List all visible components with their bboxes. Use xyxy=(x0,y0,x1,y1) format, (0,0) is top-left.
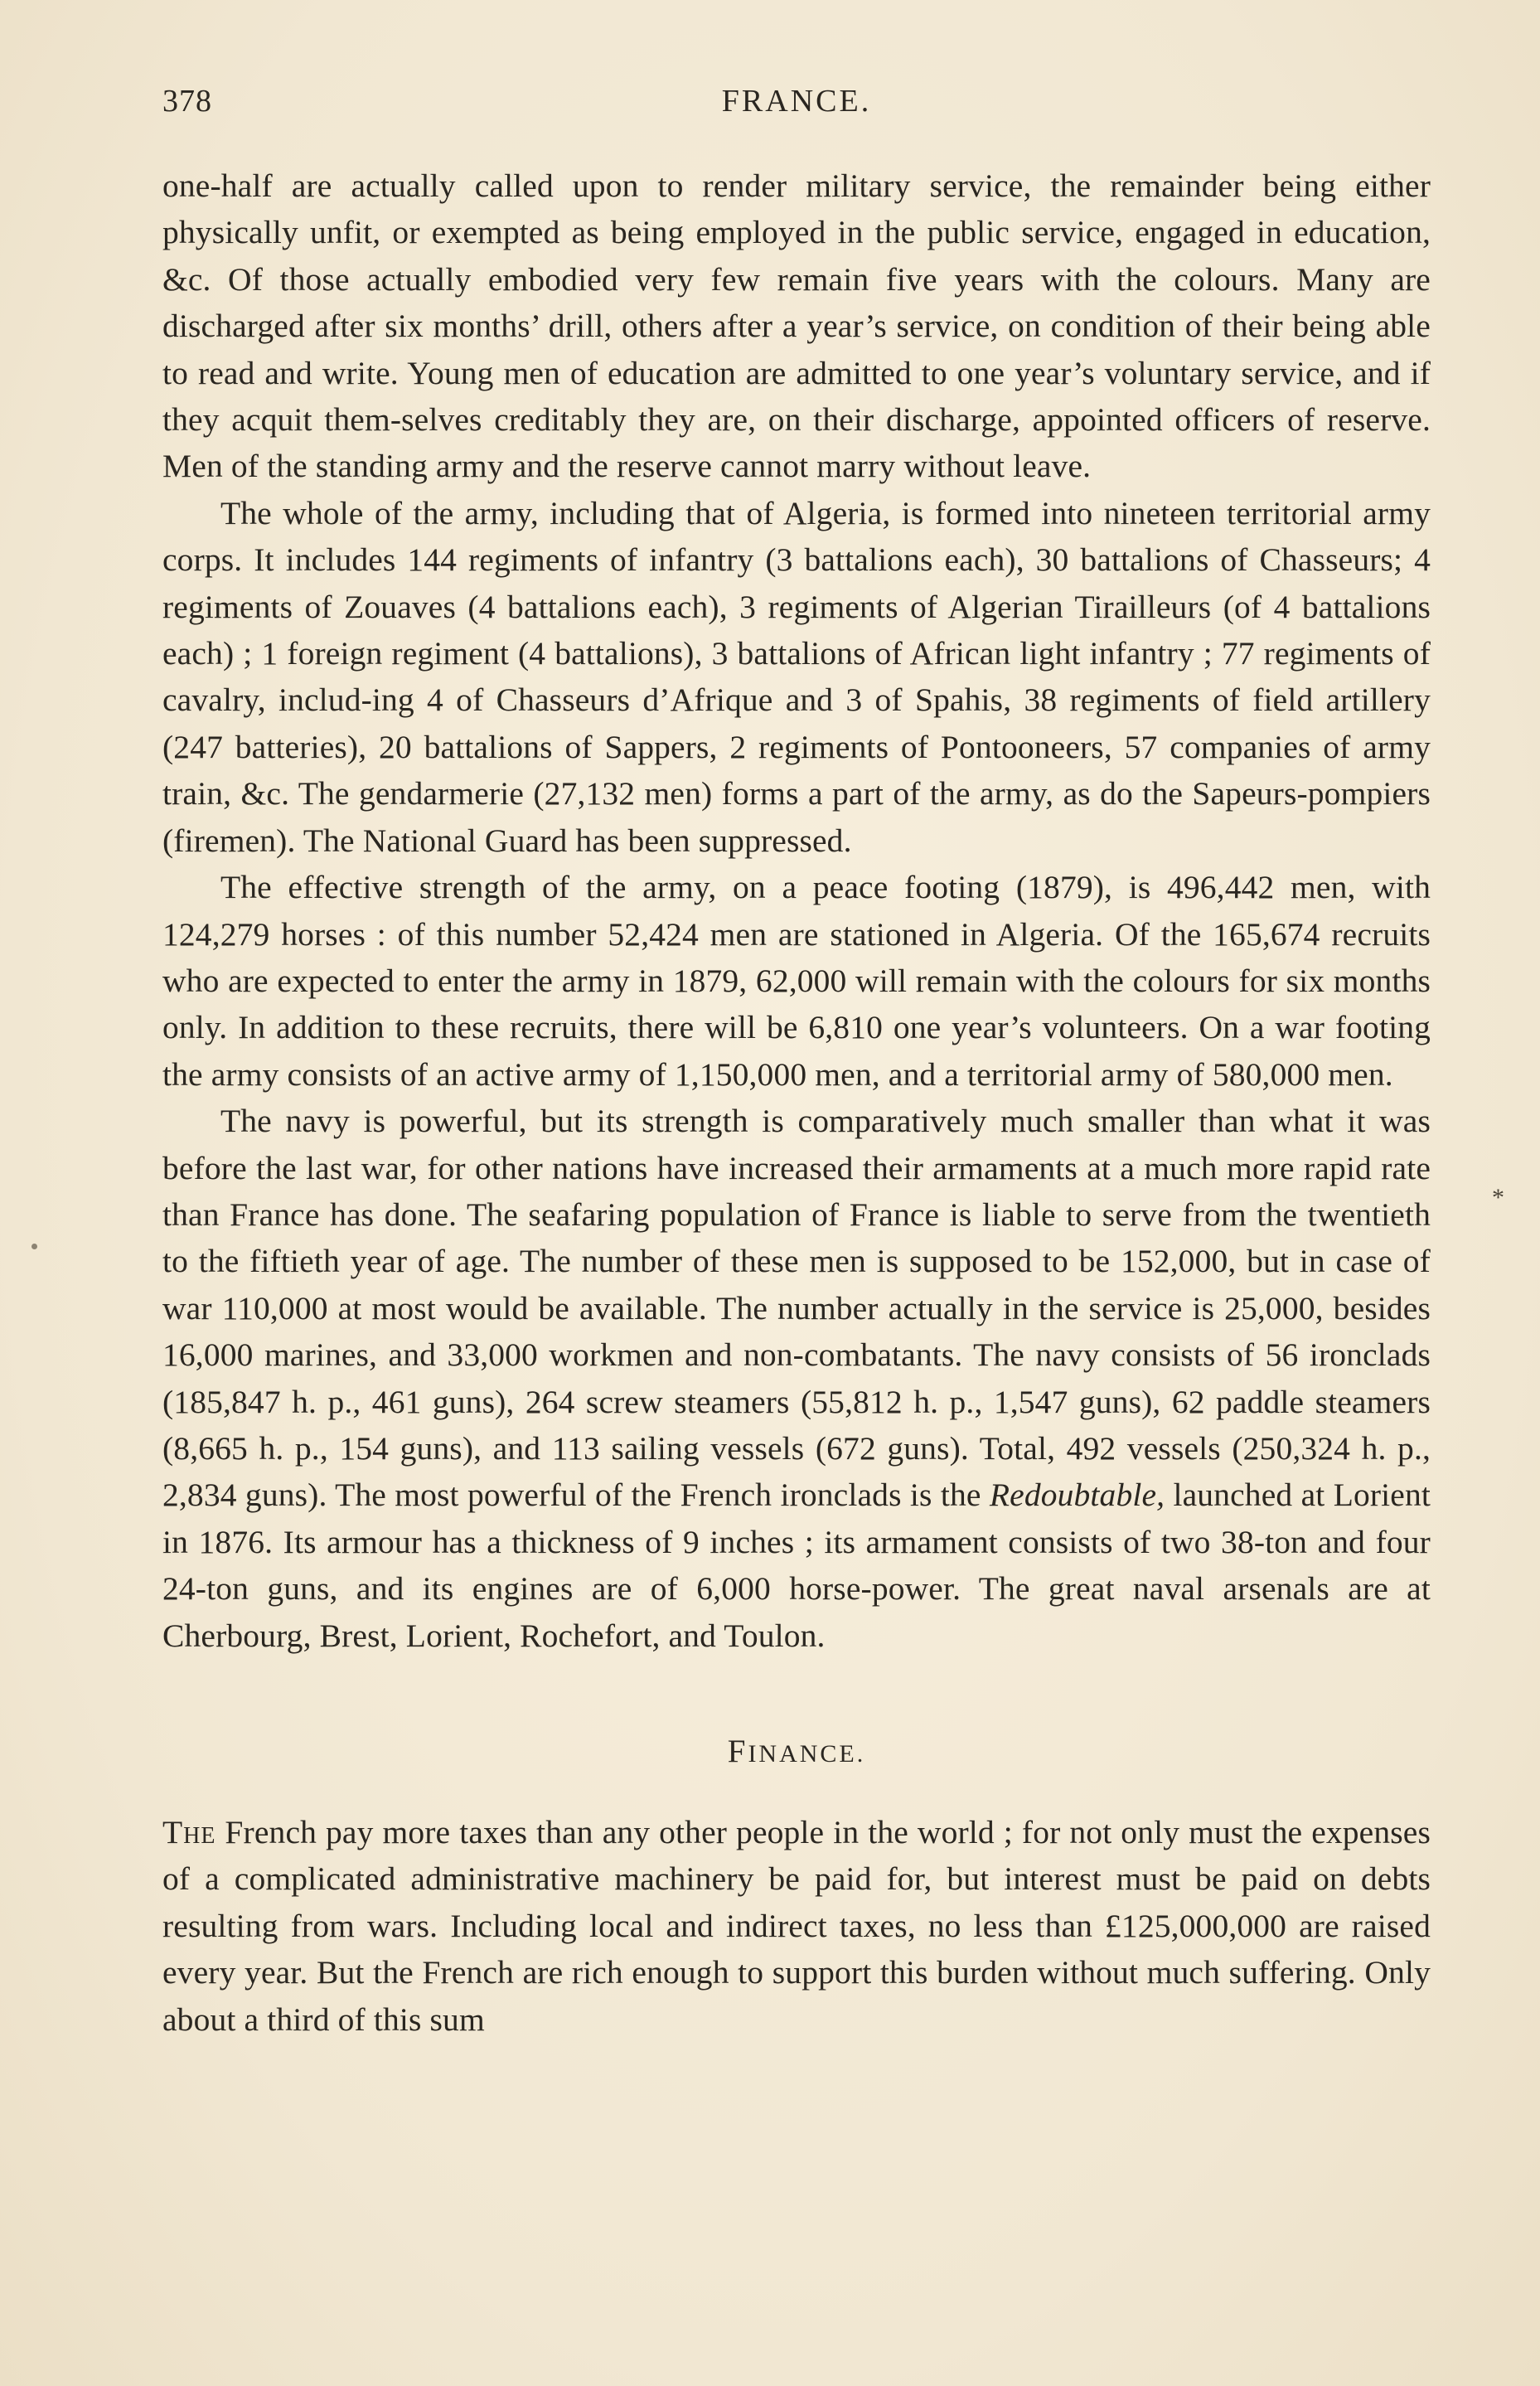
paragraph-effective-strength: The effective strength of the army, on a peace footing (1879), is 496,442 men, with 124,279 horses : of this number 52,424 men are stationed in Algeria. Of the 165,674 recruits who are expected to enter the army in 1879, 62,000 will remain with the colours for six months only. In addition to these recruits, there will be 6,810 one year’s volunteers. On a war footing the army consists of an active army of 1,150,000 men, and a territorial army of 580,000 men. xyxy=(162,869,1431,1093)
ship-name: Redoubtable, xyxy=(989,1477,1165,1514)
paragraph-navy xyxy=(162,1098,1431,1659)
heading-rest: INANCE. xyxy=(748,1740,866,1768)
page-number: 378 xyxy=(162,84,212,119)
paragraph-finance xyxy=(162,1809,1431,2043)
body-text xyxy=(162,162,1431,2043)
paragraph-military-service: one-half are actually called upon to render military service, the remainder being either physically unfit, or exempted as being employed in the public service, engaged in education, &c. Of those actually embodied very few remain five years with the colours. Many are discharged after six months’ drill, others after a year’s service, on condition of their being able to read and write. Young men of education are admitted to one year’s voluntary service, and if they acquit them-selves creditably they are, on their discharge, appointed officers of reserve. Men of the standing army and the reserve cannot marry without leave. xyxy=(162,167,1431,485)
lead-word: The xyxy=(162,1814,216,1850)
navy-text-after-ship: launched at Lorient in 1876. Its armour has a thickness of 9 inches ; its armament consists of two 38-ton and four 24-ton guns, and its engines are of 6,000 horse-power. The great naval arsenals are at Cherbourg, Brest, Lorient, Rochefort, and Toulon. xyxy=(162,1477,1431,1654)
navy-text-before-ship: the xyxy=(940,1477,990,1514)
heading-initial: F xyxy=(727,1734,748,1769)
finance-text: French pay more taxes than any other people in the world ; for not only must the expenses of a complicated administrative machinery be paid for, but interest must be paid on debts resulting from wars. Including local and indirect taxes, no less than £125,000,000 are raised every year. But the French are rich enough to support this burden without much suffering. Only about a third of this sum xyxy=(162,1814,1431,2038)
paragraph-army-corps: The whole of the army, including that of Algeria, is formed into nineteen territorial army corps. It includes 144 regiments of infantry (3 battalions each), 30 battalions of Chasseurs; 4 regiments of Zouaves (4 battalions each), 3 regiments of Algerian Tirailleurs (of 4 battalions each) ; 1 foreign regiment (4 battalions), 3 battalions of African light infantry ; 77 regiments of cavalry, includ-ing 4 of Chasseurs d’Afrique and 3 of Spahis, 38 regiments of field artillery (247 batteries), 20 battalions of Sappers, 2 regiments of Pontooneers, 57 companies of army train, &c. The gendarmerie (27,132 men) forms a part of the army, as do the Sapeurs-pompiers (firemen). The National Guard has been suppressed. xyxy=(162,494,1431,859)
margin-speck xyxy=(31,1244,37,1249)
running-head xyxy=(162,83,1431,124)
section-heading-finance xyxy=(162,1729,1431,1777)
navy-text: The navy is powerful, but its strength is comparatively much smaller than what it was before the last war, for other nations have increased their armaments at a much more rapid rate than France has done. The seafaring population of France is liable to serve from the twentieth to the fiftieth year of age. The number of these men is supposed to be 152,000, but in case of war 110,000 at most would be available. The number actually in the service is 25,000, besides 16,000 marines, and 33,000 workmen and non-combatants. The navy consists of 56 ironclads (185,847 h. p., 461 guns), 264 screw steamers (55,812 h. p., 1,547 guns), 62 paddle steamers (8,665 h. p., 154 guns), and 113 sailing vessels (672 guns). Total, 492 vessels (250,324 h. p., 2,834 guns). The most powerful of the French ironclads is xyxy=(162,1103,1431,1514)
margin-asterisk: * xyxy=(1492,1184,1504,1211)
running-title: FRANCE. xyxy=(721,84,872,119)
